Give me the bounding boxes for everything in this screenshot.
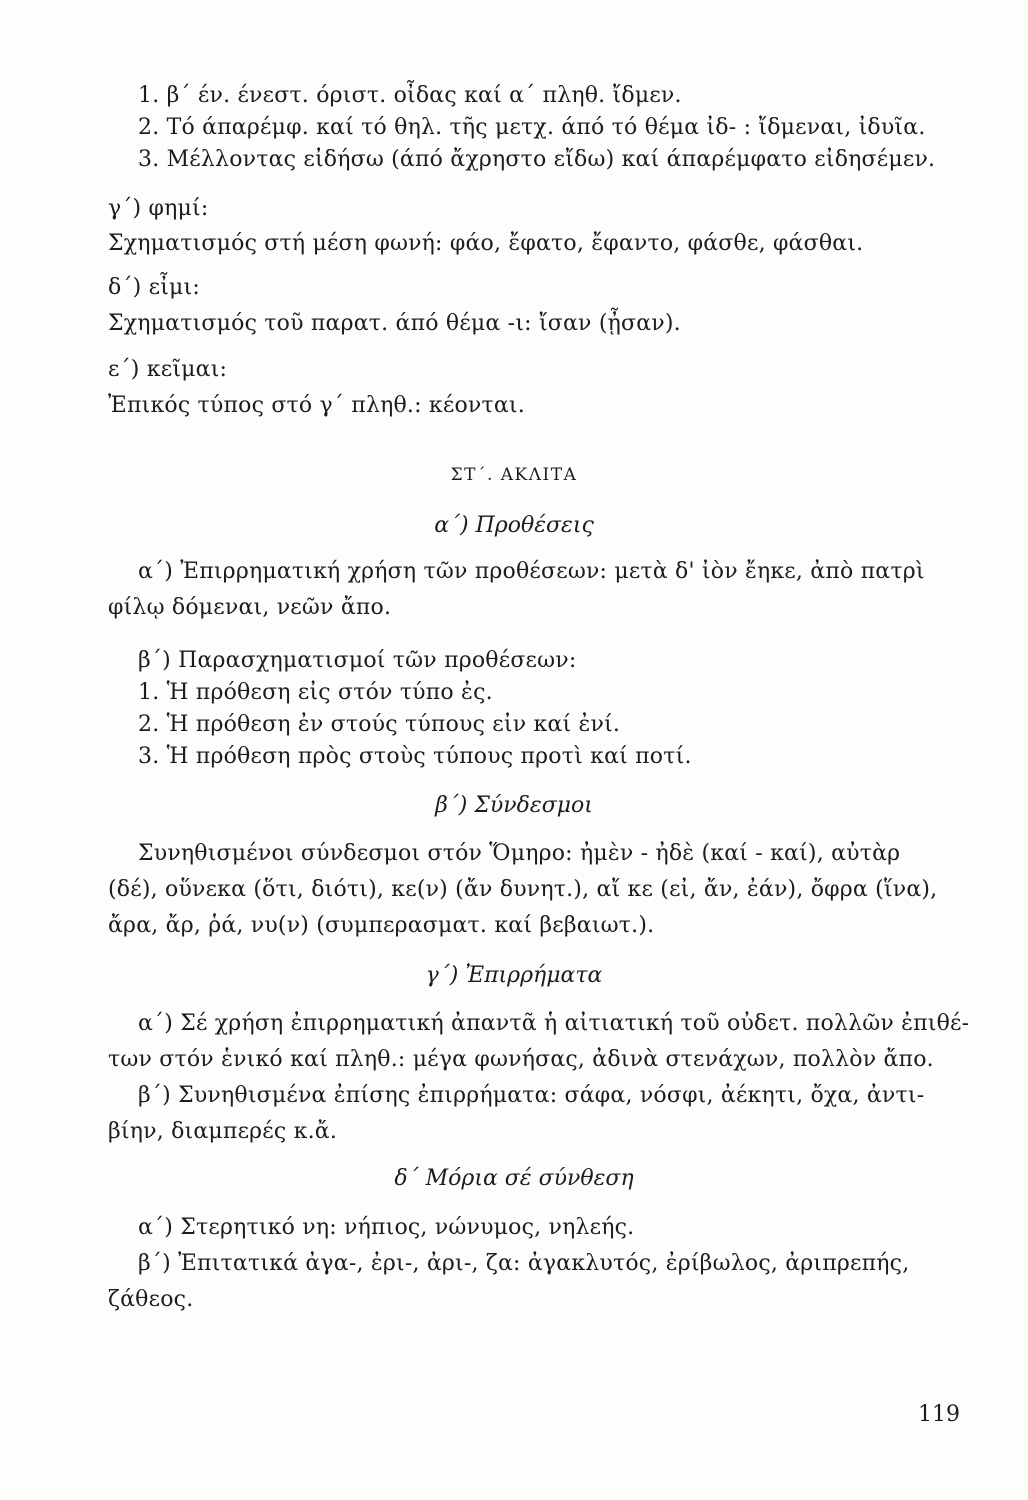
text-line: α΄) Στερητικό νη: νήπιος, νώνυμος, νηλεής. — [138, 1215, 635, 1240]
text-line: (δέ), οὕνεκα (ὅτι, διότι), κε(ν) (ἄν δυνητ.), αἴ κε (εἰ, ἄν, ἐάν), ὄφρα (ἵνα), — [108, 877, 938, 902]
text-line: ζάθεος. — [108, 1287, 194, 1312]
text-line: 1. β΄ έν. ένεστ. όριστ. οἶδας καί α΄ πληθ. ἴδμεν. — [138, 83, 682, 108]
text-line: ἄρα, ἄρ, ῥά, νυ(ν) (συμπερασματ. καί βεβαιωτ.). — [108, 913, 655, 938]
list-item: 2. Ἡ πρόθεση ἐν στούς τύπους εἰν καί ἐνί. — [138, 712, 621, 737]
section-heading: β΄) Σύνδεσμοι — [435, 793, 593, 818]
text-line: Ἐπικός τύπος στό γ΄ πληθ.: κέονται. — [108, 393, 525, 418]
list-item: 1. Ἡ πρόθεση εἰς στόν τύπο ἐς. — [138, 680, 493, 705]
text-line: των στόν ἑνικό καί πληθ.: μέγα φωνήσας, ἀδινὰ στενάχων, πολλὸν ἄπο. — [108, 1047, 934, 1072]
text-line: Σχηματισμός τοῦ παρατ. άπό θέμα -ι: ἴσαν (ᾖσαν). — [108, 311, 681, 336]
section-heading: γ΄) Ἐπιρρήματα — [425, 963, 603, 988]
text-line: 2. Τό άπαρέμφ. καί τό θηλ. τῆς μετχ. άπό τό θέμα ἰδ- : ἴδμεναι, ἰδυῖα. — [138, 115, 926, 140]
text-line: β΄) Παρασχηματισμοί τῶν προθέσεων: — [138, 648, 577, 673]
text-line: β΄) Ἐπιτατικά ἀγα-, ἐρι-, ἀρι-, ζα: ἀγακλυτός, ἐρίβωλος, ἀριπρεπής, — [138, 1251, 910, 1276]
text-line: Σχηματισμός στή μέση φωνή: φάο, ἔφατο, ἔφαντο, φάσθε, φάσθαι. — [108, 231, 864, 256]
text-line: α΄) Ἐπιρρηματική χρήση τῶν προθέσεων: μετὰ δ' ἰὸν ἔηκε, ἀπὸ πατρὶ — [138, 559, 925, 584]
page-number: 119 — [918, 1402, 960, 1427]
text-line: Συνηθισμένοι σύνδεσμοι στόν Ὅμηρο: ἠμὲν - ἠδὲ (καί - καί), αὐτὰρ — [138, 841, 901, 866]
section-heading: δ΄ Μόρια σέ σύνθεση — [394, 1166, 634, 1191]
text-line: β΄) Συνηθισμένα ἐπίσης ἐπιρρήματα: σάφα, νόσφι, ἀέκητι, ὄχα, ἀντι- — [138, 1083, 925, 1108]
list-item: 3. Ἡ πρόθεση πρὸς στοὺς τύπους προτὶ καί ποτί. — [138, 744, 692, 769]
section-title: ΣΤ΄. ΑΚΛΙΤΑ — [450, 465, 578, 485]
text-line: 3. Μέλλοντας εἰδήσω (άπό ἄχρηστο εἴδω) καί άπαρέμφατο εἰδησέμεν. — [138, 147, 936, 172]
text-line: φίλῳ δόμεναι, νεῶν ἄπο. — [108, 595, 392, 620]
subheading-line: γ΄) φημί: — [108, 196, 209, 221]
text-line: βίην, διαμπερές κ.ἄ. — [108, 1119, 338, 1144]
subheading-line: ε΄) κεῖμαι: — [108, 357, 228, 382]
text-line: α΄) Σέ χρήση ἐπιρρηματική ἀπαντᾶ ἡ αἰτιατική τοῦ οὐδετ. πολλῶν ἐπιθέ- — [138, 1011, 970, 1036]
subheading-line: δ΄) εἶμι: — [108, 275, 200, 300]
section-heading: α΄) Προθέσεις — [434, 513, 594, 538]
